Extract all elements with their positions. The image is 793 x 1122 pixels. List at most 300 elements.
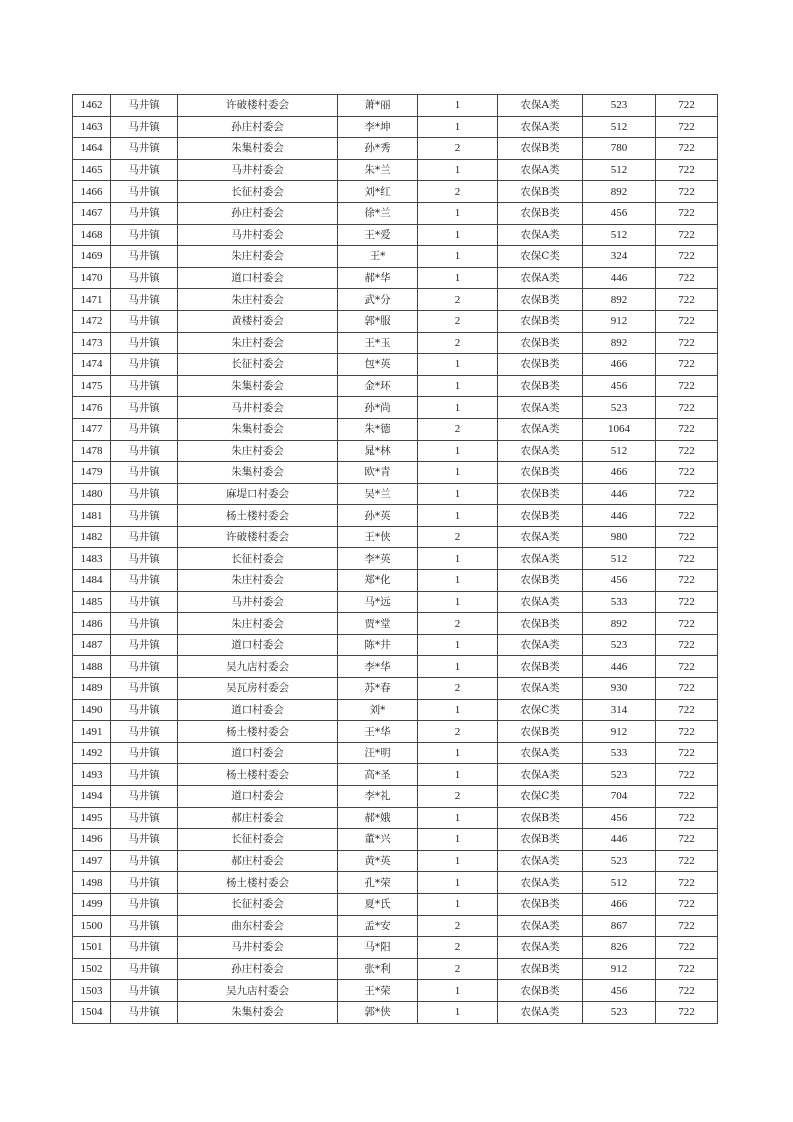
household-count-cell: 1: [418, 591, 498, 613]
category-cell: 农保A类: [498, 548, 583, 570]
name-cell: 陈*井: [338, 634, 418, 656]
household-count-cell: 2: [418, 181, 498, 203]
town-cell: 马井镇: [111, 656, 178, 678]
household-count-cell: 1: [418, 634, 498, 656]
table-row: [73, 310, 718, 332]
standard-cell: 722: [656, 829, 718, 851]
amount-cell: 446: [583, 505, 656, 527]
amount-cell: 324: [583, 246, 656, 268]
name-cell: 马*远: [338, 591, 418, 613]
village-committee-cell: 朱庄村委会: [178, 440, 338, 462]
village-committee-cell: 长征村委会: [178, 893, 338, 915]
table-row: [73, 418, 718, 440]
village-committee-cell: 吴瓦房村委会: [178, 678, 338, 700]
standard-cell: 722: [656, 570, 718, 592]
standard-cell: 722: [656, 418, 718, 440]
amount-cell: 456: [583, 202, 656, 224]
town-cell: 马井镇: [111, 159, 178, 181]
amount-cell: 1064: [583, 418, 656, 440]
name-cell: 徐*兰: [338, 202, 418, 224]
serial-number-cell: 1476: [73, 397, 111, 419]
name-cell: 张*利: [338, 958, 418, 980]
table-row: [73, 937, 718, 959]
table-row: [73, 224, 718, 246]
town-cell: 马井镇: [111, 116, 178, 138]
amount-cell: 980: [583, 526, 656, 548]
household-count-cell: 1: [418, 354, 498, 376]
amount-cell: 892: [583, 289, 656, 311]
village-committee-cell: 杨土楼村委会: [178, 505, 338, 527]
town-cell: 马井镇: [111, 591, 178, 613]
town-cell: 马井镇: [111, 440, 178, 462]
town-cell: 马井镇: [111, 505, 178, 527]
standard-cell: 722: [656, 548, 718, 570]
household-count-cell: 1: [418, 505, 498, 527]
serial-number-cell: 1480: [73, 483, 111, 505]
serial-number-cell: 1477: [73, 418, 111, 440]
household-count-cell: 1: [418, 1001, 498, 1023]
category-cell: 农保A类: [498, 634, 583, 656]
name-cell: 贾*堂: [338, 613, 418, 635]
household-count-cell: 1: [418, 246, 498, 268]
amount-cell: 446: [583, 483, 656, 505]
table-row: [73, 397, 718, 419]
amount-cell: 533: [583, 591, 656, 613]
category-cell: 农保C类: [498, 699, 583, 721]
amount-cell: 930: [583, 678, 656, 700]
category-cell: 农保B类: [498, 483, 583, 505]
standard-cell: 722: [656, 375, 718, 397]
name-cell: 董*兴: [338, 829, 418, 851]
village-committee-cell: 许破楼村委会: [178, 95, 338, 117]
amount-cell: 892: [583, 613, 656, 635]
serial-number-cell: 1500: [73, 915, 111, 937]
serial-number-cell: 1473: [73, 332, 111, 354]
town-cell: 马井镇: [111, 613, 178, 635]
town-cell: 马井镇: [111, 678, 178, 700]
household-count-cell: 1: [418, 850, 498, 872]
amount-cell: 456: [583, 570, 656, 592]
village-committee-cell: 孙庄村委会: [178, 116, 338, 138]
serial-number-cell: 1478: [73, 440, 111, 462]
name-cell: 孔*荣: [338, 872, 418, 894]
table-row: [73, 613, 718, 635]
standard-cell: 722: [656, 786, 718, 808]
town-cell: 马井镇: [111, 95, 178, 117]
town-cell: 马井镇: [111, 1001, 178, 1023]
name-cell: 李*华: [338, 656, 418, 678]
name-cell: 李*礼: [338, 786, 418, 808]
town-cell: 马井镇: [111, 764, 178, 786]
village-committee-cell: 郝庄村委会: [178, 850, 338, 872]
household-count-cell: 2: [418, 915, 498, 937]
category-cell: 农保A类: [498, 267, 583, 289]
serial-number-cell: 1465: [73, 159, 111, 181]
amount-cell: 912: [583, 958, 656, 980]
town-cell: 马井镇: [111, 246, 178, 268]
name-cell: 武*分: [338, 289, 418, 311]
household-count-cell: 2: [418, 721, 498, 743]
table-row: [73, 570, 718, 592]
town-cell: 马井镇: [111, 462, 178, 484]
standard-cell: 722: [656, 764, 718, 786]
amount-cell: 466: [583, 462, 656, 484]
standard-cell: 722: [656, 526, 718, 548]
village-committee-cell: 马井村委会: [178, 159, 338, 181]
category-cell: 农保A类: [498, 116, 583, 138]
household-count-cell: 1: [418, 440, 498, 462]
name-cell: 金*环: [338, 375, 418, 397]
table-row: [73, 138, 718, 160]
amount-cell: 456: [583, 375, 656, 397]
name-cell: 夏*氏: [338, 893, 418, 915]
standard-cell: 722: [656, 915, 718, 937]
village-committee-cell: 朱庄村委会: [178, 332, 338, 354]
table-row: [73, 786, 718, 808]
category-cell: 农保B类: [498, 807, 583, 829]
name-cell: 王*华: [338, 721, 418, 743]
village-committee-cell: 孙庄村委会: [178, 202, 338, 224]
category-cell: 农保B类: [498, 721, 583, 743]
category-cell: 农保B类: [498, 332, 583, 354]
category-cell: 农保B类: [498, 354, 583, 376]
standard-cell: 722: [656, 181, 718, 203]
serial-number-cell: 1499: [73, 893, 111, 915]
standard-cell: 722: [656, 872, 718, 894]
village-committee-cell: 长征村委会: [178, 181, 338, 203]
name-cell: 汪*明: [338, 742, 418, 764]
serial-number-cell: 1467: [73, 202, 111, 224]
table-row: [73, 483, 718, 505]
serial-number-cell: 1491: [73, 721, 111, 743]
name-cell: 马*阳: [338, 937, 418, 959]
standard-cell: 722: [656, 397, 718, 419]
amount-cell: 446: [583, 829, 656, 851]
town-cell: 马井镇: [111, 548, 178, 570]
amount-cell: 704: [583, 786, 656, 808]
amount-cell: 523: [583, 764, 656, 786]
amount-cell: 512: [583, 224, 656, 246]
category-cell: 农保A类: [498, 764, 583, 786]
serial-number-cell: 1469: [73, 246, 111, 268]
town-cell: 马井镇: [111, 872, 178, 894]
amount-cell: 892: [583, 332, 656, 354]
name-cell: 李*英: [338, 548, 418, 570]
table-row: [73, 656, 718, 678]
household-count-cell: 1: [418, 202, 498, 224]
standard-cell: 722: [656, 267, 718, 289]
town-cell: 马井镇: [111, 937, 178, 959]
serial-number-cell: 1486: [73, 613, 111, 635]
village-committee-cell: 吴九店村委会: [178, 656, 338, 678]
category-cell: 农保A类: [498, 915, 583, 937]
village-committee-cell: 孙庄村委会: [178, 958, 338, 980]
name-cell: 王*侠: [338, 526, 418, 548]
town-cell: 马井镇: [111, 850, 178, 872]
amount-cell: 466: [583, 893, 656, 915]
household-count-cell: 2: [418, 526, 498, 548]
standard-cell: 722: [656, 246, 718, 268]
village-committee-cell: 朱庄村委会: [178, 613, 338, 635]
village-committee-cell: 许破楼村委会: [178, 526, 338, 548]
table-row: [73, 1001, 718, 1023]
household-count-cell: 1: [418, 656, 498, 678]
standard-cell: 722: [656, 1001, 718, 1023]
table-row: [73, 95, 718, 117]
table-row: [73, 721, 718, 743]
village-committee-cell: 黄楼村委会: [178, 310, 338, 332]
town-cell: 马井镇: [111, 418, 178, 440]
serial-number-cell: 1474: [73, 354, 111, 376]
category-cell: 农保B类: [498, 656, 583, 678]
category-cell: 农保A类: [498, 850, 583, 872]
household-count-cell: 2: [418, 678, 498, 700]
household-count-cell: 1: [418, 872, 498, 894]
town-cell: 马井镇: [111, 570, 178, 592]
serial-number-cell: 1497: [73, 850, 111, 872]
village-committee-cell: 马井村委会: [178, 591, 338, 613]
category-cell: 农保A类: [498, 440, 583, 462]
serial-number-cell: 1490: [73, 699, 111, 721]
amount-cell: 523: [583, 397, 656, 419]
town-cell: 马井镇: [111, 526, 178, 548]
standard-cell: 722: [656, 721, 718, 743]
table-row: [73, 678, 718, 700]
household-count-cell: 1: [418, 397, 498, 419]
household-count-cell: 1: [418, 807, 498, 829]
category-cell: 农保A类: [498, 742, 583, 764]
table-row: [73, 699, 718, 721]
household-count-cell: 1: [418, 116, 498, 138]
serial-number-cell: 1484: [73, 570, 111, 592]
household-count-cell: 1: [418, 829, 498, 851]
household-count-cell: 1: [418, 375, 498, 397]
name-cell: 郭*服: [338, 310, 418, 332]
table-row: [73, 893, 718, 915]
table-row: [73, 289, 718, 311]
household-count-cell: 2: [418, 138, 498, 160]
household-count-cell: 1: [418, 742, 498, 764]
amount-cell: 512: [583, 440, 656, 462]
category-cell: 农保B类: [498, 829, 583, 851]
amount-cell: 446: [583, 656, 656, 678]
table-row: [73, 980, 718, 1002]
household-count-cell: 1: [418, 159, 498, 181]
name-cell: 包*英: [338, 354, 418, 376]
category-cell: 农保B类: [498, 202, 583, 224]
serial-number-cell: 1481: [73, 505, 111, 527]
town-cell: 马井镇: [111, 483, 178, 505]
village-committee-cell: 麻堤口村委会: [178, 483, 338, 505]
category-cell: 农保B类: [498, 980, 583, 1002]
household-count-cell: 2: [418, 937, 498, 959]
name-cell: 郝*娥: [338, 807, 418, 829]
town-cell: 马井镇: [111, 267, 178, 289]
table-row: [73, 375, 718, 397]
amount-cell: 523: [583, 634, 656, 656]
amount-cell: 523: [583, 1001, 656, 1023]
category-cell: 农保B类: [498, 570, 583, 592]
town-cell: 马井镇: [111, 224, 178, 246]
serial-number-cell: 1462: [73, 95, 111, 117]
town-cell: 马井镇: [111, 893, 178, 915]
category-cell: 农保A类: [498, 937, 583, 959]
village-committee-cell: 朱集村委会: [178, 1001, 338, 1023]
standard-cell: 722: [656, 289, 718, 311]
table-row: [73, 267, 718, 289]
serial-number-cell: 1495: [73, 807, 111, 829]
serial-number-cell: 1494: [73, 786, 111, 808]
town-cell: 马井镇: [111, 202, 178, 224]
standard-cell: 722: [656, 656, 718, 678]
household-count-cell: 1: [418, 699, 498, 721]
standard-cell: 722: [656, 980, 718, 1002]
category-cell: 农保B类: [498, 613, 583, 635]
standard-cell: 722: [656, 138, 718, 160]
category-cell: 农保A类: [498, 224, 583, 246]
table-row: [73, 181, 718, 203]
serial-number-cell: 1475: [73, 375, 111, 397]
village-committee-cell: 吴九店村委会: [178, 980, 338, 1002]
serial-number-cell: 1485: [73, 591, 111, 613]
village-committee-cell: 道口村委会: [178, 742, 338, 764]
name-cell: 朱*兰: [338, 159, 418, 181]
serial-number-cell: 1468: [73, 224, 111, 246]
name-cell: 李*坤: [338, 116, 418, 138]
standard-cell: 722: [656, 202, 718, 224]
village-committee-cell: 杨土楼村委会: [178, 721, 338, 743]
household-count-cell: 1: [418, 483, 498, 505]
standard-cell: 722: [656, 332, 718, 354]
category-cell: 农保A类: [498, 159, 583, 181]
table-row: [73, 850, 718, 872]
household-count-cell: 1: [418, 764, 498, 786]
village-committee-cell: 长征村委会: [178, 354, 338, 376]
standard-cell: 722: [656, 613, 718, 635]
table-row: [73, 829, 718, 851]
category-cell: 农保A类: [498, 1001, 583, 1023]
household-count-cell: 1: [418, 462, 498, 484]
serial-number-cell: 1483: [73, 548, 111, 570]
category-cell: 农保C类: [498, 786, 583, 808]
household-count-cell: 1: [418, 980, 498, 1002]
category-cell: 农保B类: [498, 462, 583, 484]
table-row: [73, 872, 718, 894]
standard-cell: 722: [656, 116, 718, 138]
name-cell: 郑*化: [338, 570, 418, 592]
village-committee-cell: 道口村委会: [178, 786, 338, 808]
name-cell: 孟*安: [338, 915, 418, 937]
standard-cell: 722: [656, 678, 718, 700]
table-row: [73, 548, 718, 570]
serial-number-cell: 1498: [73, 872, 111, 894]
household-count-cell: 2: [418, 958, 498, 980]
household-count-cell: 1: [418, 548, 498, 570]
town-cell: 马井镇: [111, 721, 178, 743]
amount-cell: 446: [583, 267, 656, 289]
standard-cell: 722: [656, 937, 718, 959]
amount-cell: 456: [583, 980, 656, 1002]
town-cell: 马井镇: [111, 786, 178, 808]
household-count-cell: 1: [418, 570, 498, 592]
town-cell: 马井镇: [111, 958, 178, 980]
category-cell: 农保A类: [498, 418, 583, 440]
category-cell: 农保B类: [498, 310, 583, 332]
category-cell: 农保A类: [498, 397, 583, 419]
standard-cell: 722: [656, 310, 718, 332]
table-row: [73, 159, 718, 181]
name-cell: 孙*秀: [338, 138, 418, 160]
village-committee-cell: 道口村委会: [178, 699, 338, 721]
village-committee-cell: 长征村委会: [178, 548, 338, 570]
amount-cell: 892: [583, 181, 656, 203]
table-row: [73, 116, 718, 138]
standard-cell: 722: [656, 462, 718, 484]
amount-cell: 912: [583, 310, 656, 332]
name-cell: 王*: [338, 246, 418, 268]
name-cell: 高*圣: [338, 764, 418, 786]
table-row: [73, 742, 718, 764]
household-count-cell: 2: [418, 332, 498, 354]
category-cell: 农保B类: [498, 289, 583, 311]
table-row: [73, 354, 718, 376]
name-cell: 王*荣: [338, 980, 418, 1002]
roster-table-body: [73, 95, 718, 1024]
name-cell: 欧*青: [338, 462, 418, 484]
table-row: [73, 764, 718, 786]
standard-cell: 722: [656, 850, 718, 872]
table-row: [73, 958, 718, 980]
serial-number-cell: 1496: [73, 829, 111, 851]
amount-cell: 314: [583, 699, 656, 721]
serial-number-cell: 1482: [73, 526, 111, 548]
standard-cell: 722: [656, 505, 718, 527]
village-committee-cell: 杨土楼村委会: [178, 872, 338, 894]
household-count-cell: 2: [418, 613, 498, 635]
village-committee-cell: 朱庄村委会: [178, 246, 338, 268]
standard-cell: 722: [656, 224, 718, 246]
amount-cell: 780: [583, 138, 656, 160]
household-count-cell: 1: [418, 267, 498, 289]
category-cell: 农保A类: [498, 95, 583, 117]
standard-cell: 722: [656, 440, 718, 462]
table-row: [73, 807, 718, 829]
amount-cell: 512: [583, 548, 656, 570]
category-cell: 农保B类: [498, 893, 583, 915]
amount-cell: 533: [583, 742, 656, 764]
standard-cell: 722: [656, 742, 718, 764]
standard-cell: 722: [656, 699, 718, 721]
standard-cell: 722: [656, 95, 718, 117]
category-cell: 农保B类: [498, 958, 583, 980]
amount-cell: 867: [583, 915, 656, 937]
standard-cell: 722: [656, 893, 718, 915]
standard-cell: 722: [656, 807, 718, 829]
serial-number-cell: 1464: [73, 138, 111, 160]
standard-cell: 722: [656, 958, 718, 980]
serial-number-cell: 1492: [73, 742, 111, 764]
serial-number-cell: 1463: [73, 116, 111, 138]
name-cell: 朱*德: [338, 418, 418, 440]
village-committee-cell: 道口村委会: [178, 267, 338, 289]
serial-number-cell: 1503: [73, 980, 111, 1002]
town-cell: 马井镇: [111, 699, 178, 721]
village-committee-cell: 朱庄村委会: [178, 570, 338, 592]
serial-number-cell: 1502: [73, 958, 111, 980]
household-count-cell: 1: [418, 893, 498, 915]
name-cell: 苏*春: [338, 678, 418, 700]
town-cell: 马井镇: [111, 980, 178, 1002]
